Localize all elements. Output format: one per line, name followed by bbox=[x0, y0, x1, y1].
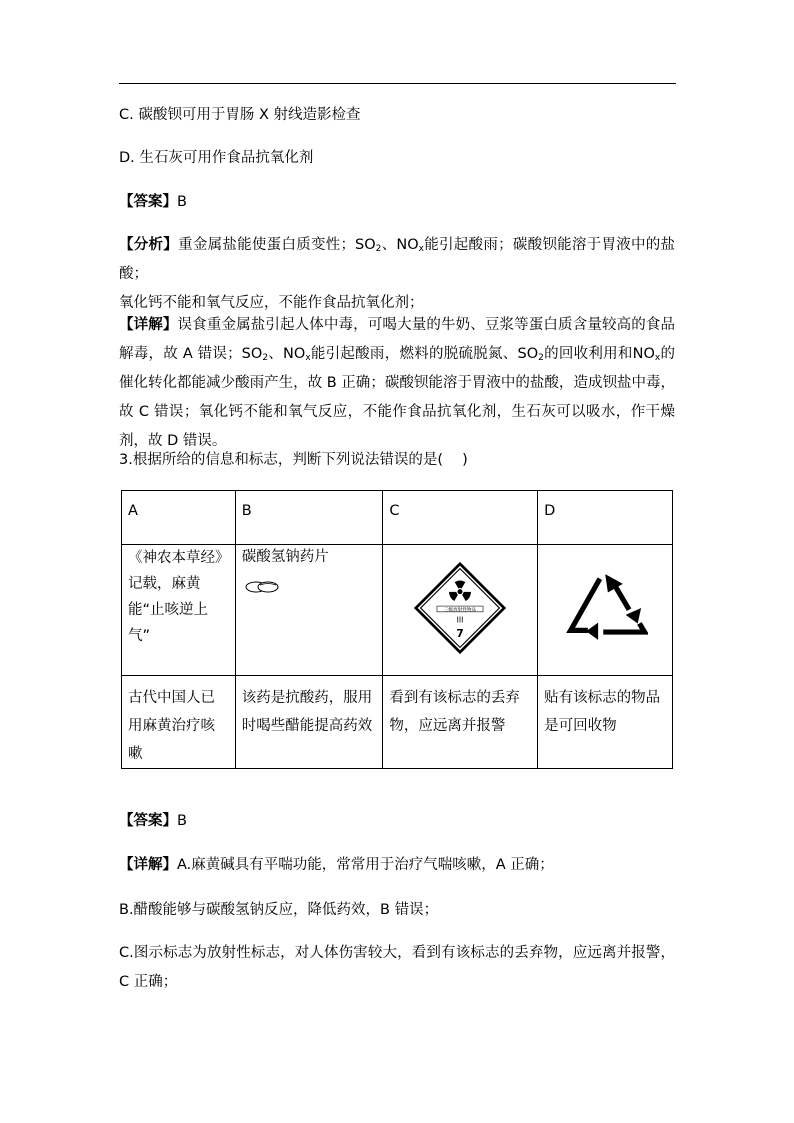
recycle-triangle-icon bbox=[562, 570, 648, 646]
header-a: A bbox=[122, 491, 236, 545]
detail-label: 【详解】 bbox=[119, 857, 177, 873]
hazard-label-text: 三级放射性物品 bbox=[444, 607, 477, 613]
detail-paragraph-1: 【详解】误食重金属盐引起人体中毒，可喝大量的牛奶、豆浆等蛋白质含量较高的食品解毒，故 A 错误；$SO_2$、$NO_x$能引起酸雨，燃料的脱硫脱氮、$SO_2$的回收利用和$NO_x$的催化转化都能减少酸雨产生，故 B 正确；碳酸钡能溶于胃液中的盐酸，造成钡盐中毒，故 C 错误；氧化钙不能和氧气反应，不能作食品抗氧化剂，生石灰可以吸水，作干燥剂，故 D 错误。 bbox=[119, 317, 676, 449]
desc-d: 贴有该标志的物品是可回收物 bbox=[538, 676, 673, 769]
analysis-paragraph: 【分析】重金属盐能使蛋白质变性；$SO_2$、$NO_x$能引起酸雨；碳酸钡能溶于胃液中的盐酸； 氧化钙不能和氧气反应，不能作食品抗氧化剂； bbox=[119, 237, 676, 311]
desc-b: 该药是抗酸药，服用时喝些醋能提高药效 bbox=[235, 676, 383, 769]
desc-c: 看到有该标志的丢弃物，应远离并报警 bbox=[383, 676, 538, 769]
header-d: D bbox=[538, 491, 673, 545]
cell-d-recycle bbox=[538, 545, 673, 676]
header-rule bbox=[119, 83, 676, 84]
hazard-number-text: 7 bbox=[456, 627, 464, 640]
question-3-table bbox=[121, 490, 673, 769]
desc-a: 古代中国人已用麻黄治疗咳嗽 bbox=[122, 676, 236, 769]
answer-value: B bbox=[177, 194, 187, 210]
detail-2-a: 【详解】A.麻黄碱具有平喘功能，常常用于治疗气喘咳嗽，A 正确； bbox=[119, 857, 554, 873]
cell-a-info: 《神农本草经》记载，麻黄能“止咳逆上气” bbox=[122, 545, 236, 676]
pill-tablets-icon bbox=[244, 576, 284, 596]
table-description-row bbox=[122, 676, 673, 769]
table-image-row bbox=[122, 545, 673, 676]
hazard-class-text: III bbox=[456, 615, 464, 625]
option-c: C. 碳酸钡可用于胃肠 X 射线造影检查 bbox=[119, 107, 361, 123]
answer-1 bbox=[119, 193, 187, 211]
cell-c-hazard bbox=[383, 545, 538, 676]
answer-value: B bbox=[177, 813, 187, 829]
option-d: D. 生石灰可用作食品抗氧化剂 bbox=[119, 150, 314, 166]
header-b: B bbox=[235, 491, 383, 545]
detail-2-c: C.图示标志为放射性标志，对人体伤害较大，看到有该标志的丢弃物，应远离并报警，C 正确； bbox=[119, 945, 675, 990]
answer-2 bbox=[119, 812, 187, 830]
answer-label: 【答案】 bbox=[119, 194, 177, 210]
table-header-row bbox=[122, 491, 673, 545]
detail-label: 【详解】 bbox=[119, 317, 178, 333]
detail-2-b: B.醋酸能够与碳酸氢钠反应，降低药效，B 错误； bbox=[119, 902, 439, 918]
analysis-label: 【分析】 bbox=[119, 237, 179, 253]
cell-b-info bbox=[235, 545, 383, 676]
radioactive-hazard-label-icon bbox=[412, 560, 508, 656]
answer-label: 【答案】 bbox=[119, 813, 177, 829]
header-c: C bbox=[383, 491, 538, 545]
bicarbonate-tablet-label: 碳酸氢钠药片 bbox=[241, 549, 329, 565]
question-3: 3.根据所给的信息和标志，判断下列说法错误的是( ) bbox=[119, 452, 468, 468]
